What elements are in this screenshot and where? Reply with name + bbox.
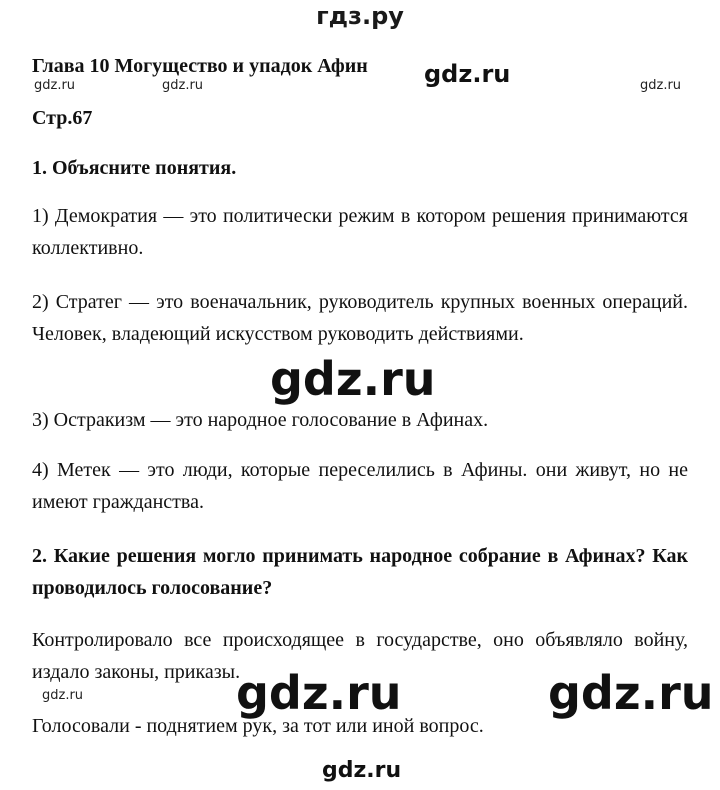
watermark-small: gdz.ru [640,78,682,93]
watermark-large: gdz.ru [236,666,402,720]
watermark-small: gdz.ru [42,688,84,703]
question-2-title: 2. Какие решения могло принимать народное собрание в Афинах? Как проводилось голосование? [32,545,688,599]
watermark-large: gdz.ru [270,352,436,406]
watermark-bottom: gdz.ru [322,758,402,783]
watermark-small: gdz.ru [34,78,76,93]
watermark-large: gdz.ru [548,666,714,720]
chapter-title: Глава 10 Могущество и упадок Афин [32,55,368,77]
watermark-small: gdz.ru [162,78,204,93]
answer-metic: 4) Метек — это люди, которые переселились в Афины. они живут, но не имеют гражданства. [32,459,688,513]
answer-strategos: 2) Стратег — это военачальник, руководитель крупных военных операций. Человек, владеющий искусством руководить действиями. [32,291,688,345]
answer-voting-method: Голосовали - поднятием рук, за тот или иной вопрос. [32,715,484,737]
answer-ostracism: 3) Остракизм — это народное голосование в Афинах. [32,409,489,431]
answer-assembly-powers: Контролировало все происходящее в государстве, оно объявляло войну, издало законы, приказы. [32,629,688,683]
watermark-medium: gdz.ru [424,60,511,88]
question-1-title: 1. Объясните понятия. [32,157,237,179]
page-ref: Стр.67 [32,107,93,129]
site-header: гдз.ру [316,2,404,30]
answer-democracy: 1) Демократия — это политически режим в котором решения принимаются коллективно. [32,205,688,259]
